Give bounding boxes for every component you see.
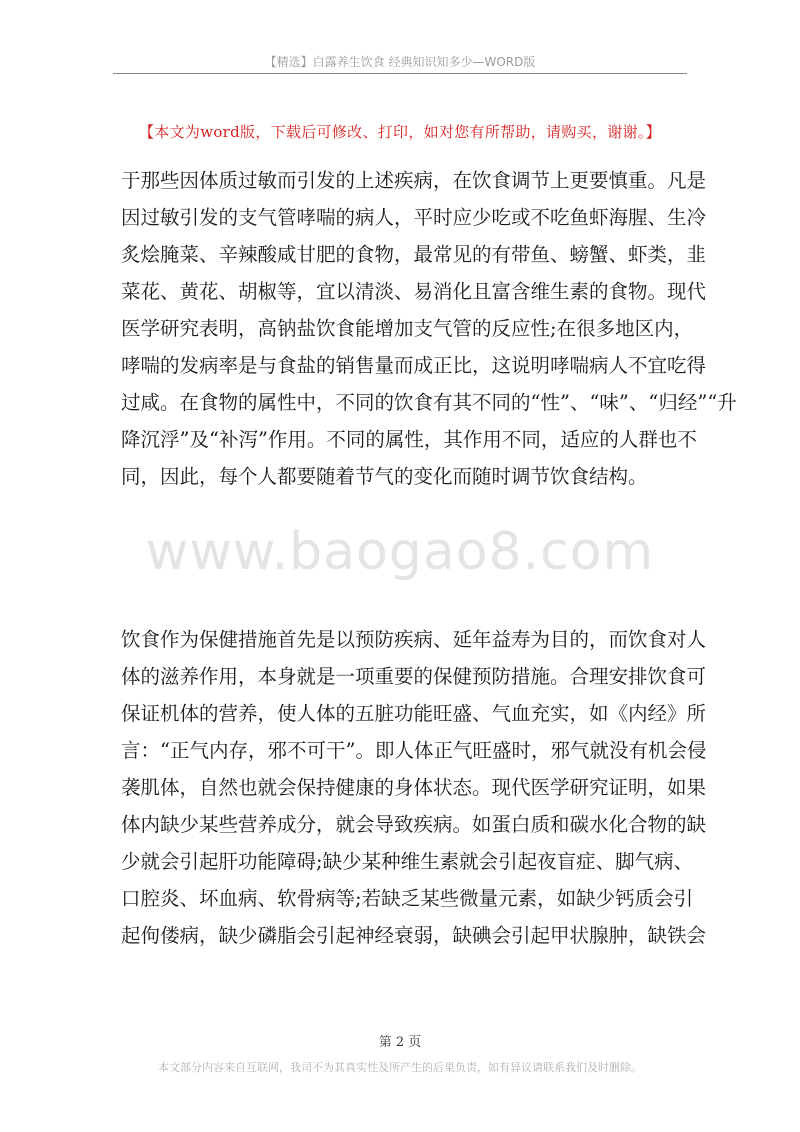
download-notice: 【本文为word版，下载后可修改、打印，如对您有所帮助，请购买，谢谢。】	[139, 123, 661, 141]
paragraph-1	[121, 162, 737, 495]
watermark: www.baogao8.com	[145, 522, 655, 582]
text-line: 袭肌体，自然也就会保持健康的身体状态。现代医学研究证明，如果	[121, 776, 707, 799]
text-line: 过咸。在食物的属性中，不同的饮食有其不同的“性”、“味”、“归经”“升	[121, 391, 737, 414]
text-line: 于那些因体质过敏而引发的上述疾病，在饮食调节上更要慎重。凡是	[121, 169, 707, 192]
text-line: 体的滋养作用，本身就是一项重要的保健预防措施。合理安排饮食可	[121, 665, 707, 688]
header-divider	[113, 73, 687, 74]
page-header-title: 【精选】白露养生饮食 经典知识知多少—WORD版	[264, 55, 536, 69]
text-line: 因过敏引发的支气管哮喘的病人，平时应少吃或不吃鱼虾海腥、生冷	[121, 206, 707, 229]
text-line: 菜花、黄花、胡椒等，宜以清淡、易消化且富含维生素的食物。现代	[121, 280, 707, 303]
text-line: 同，因此，每个人都要随着节气的变化而随时调节饮食结构。	[121, 465, 648, 488]
text-line: 口腔炎、坏血病、软骨病等;若缺乏某些微量元素，如缺少钙质会引	[121, 887, 694, 910]
page-number: 第 2 页	[378, 1035, 422, 1050]
paragraph-2	[121, 621, 707, 954]
text-line: 医学研究表明，高钠盐饮食能增加支气管的反应性;在很多地区内，	[121, 317, 694, 340]
text-line: 体内缺少某些营养成分，就会导致疾病。如蛋白质和碳水化合物的缺	[121, 813, 707, 836]
text-line: 保证机体的营养，使人体的五脏功能旺盛、气血充实，如《内经》所	[121, 702, 707, 725]
text-line: 哮喘的发病率是与食盐的销售量而成正比，这说明哮喘病人不宜吃得	[121, 354, 707, 377]
text-line: 饮食作为保健措施首先是以预防疾病、延年益寿为目的，而饮食对人	[121, 628, 707, 651]
footer-disclaimer: 本文部分内容来自互联网，我司不为其真实性及所产生的后果负责，如有异议请联系我们及时删除。	[158, 1061, 642, 1074]
text-line: 炙烩腌菜、辛辣酸咸甘肥的食物，最常见的有带鱼、螃蟹、虾类，韭	[121, 243, 707, 266]
text-line: 降沉浮”及“补泻”作用。不同的属性，其作用不同，适应的人群也不	[121, 428, 697, 451]
text-line: 言：“正气内存，邪不可干”。即人体正气旺盛时，邪气就没有机会侵	[121, 739, 707, 762]
text-line: 少就会引起肝功能障碍;缺少某种维生素就会引起夜盲症、脚气病、	[121, 850, 694, 873]
text-line: 起佝偻病，缺少磷脂会引起神经衰弱，缺碘会引起甲状腺肿，缺铁会	[121, 924, 707, 947]
